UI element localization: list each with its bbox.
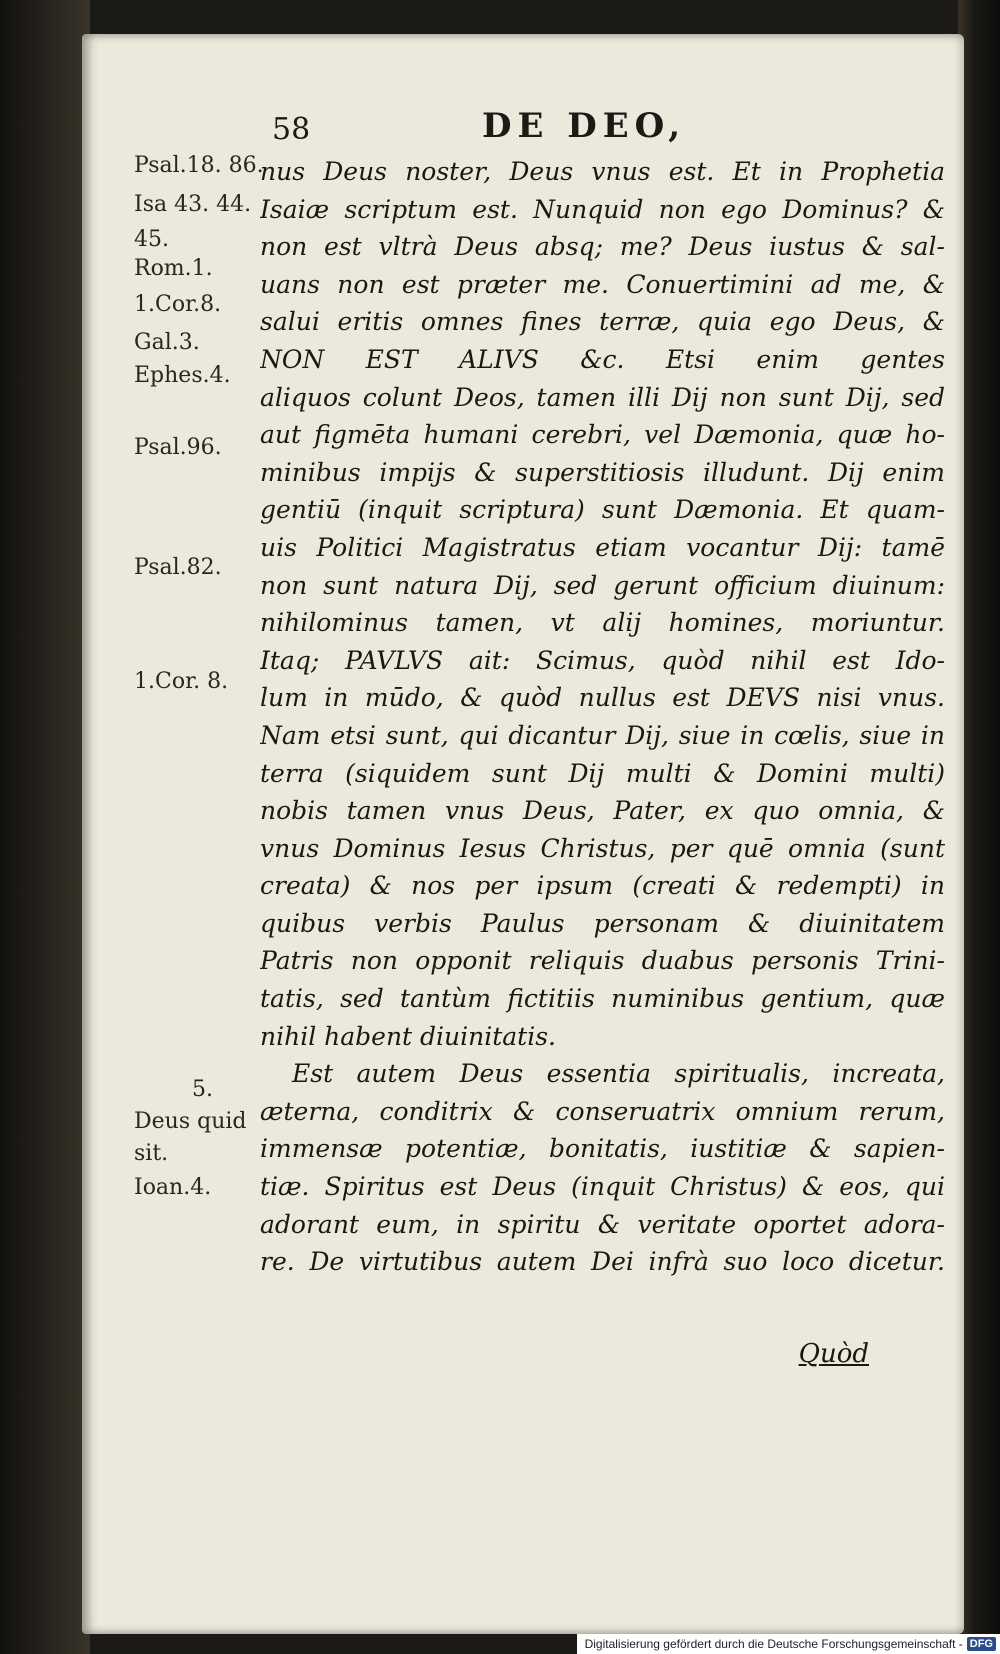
digitization-credit [577, 1634, 1000, 1654]
text-line: aliquos colunt Deos, tamen illi Dij non sunt Dij, sed [260, 382, 945, 412]
margin-note: Ioan.4. [134, 1175, 212, 1200]
margin-note: sit. [134, 1141, 169, 1166]
margin-note: 45. [134, 227, 169, 252]
credit-text: Digitalisierung gefördert durch die Deutsche Forschungsgemeinschaft - [584, 1637, 963, 1651]
text-line: creata) & nos per ipsum (creati & redempti) in [260, 871, 945, 901]
text-line: quibus verbis Paulus personam & diuinitatem [260, 908, 945, 938]
text-line: tiæ. Spiritus est Deus (inquit Christus) & eos, qui [260, 1172, 945, 1202]
text-line: Isaiæ scriptum est. Nunquid non ego Dominus? & [260, 194, 945, 224]
margin-note: Rom.1. [134, 256, 213, 281]
text-line: Est autem Deus essentia spiritualis, increata, [292, 1059, 945, 1089]
margin-note: 5. [192, 1077, 213, 1102]
margin-note: Deus quid [134, 1109, 247, 1134]
book-page [82, 34, 964, 1634]
text-line: NON EST ALIVS &c. Etsi enim gentes [260, 344, 945, 374]
main-text-block [260, 153, 945, 1281]
text-line: re. De virtutibus autem Dei infrà suo loco dicetur. [260, 1247, 945, 1277]
text-line: Nam etsi sunt, qui dicantur Dij, siue in cœlis, siue in [260, 720, 945, 750]
left-book-edge [0, 0, 90, 1654]
text-line: minibus impijs & superstitiosis illudunt. Dij enim [260, 457, 945, 487]
text-line: æterna, conditrix & conseruatrix omnium rerum, [260, 1096, 945, 1126]
text-line: immensæ potentiæ, bonitatis, iustitiæ & sapien- [260, 1134, 945, 1164]
text-line: tatis, sed tantùm fictitiis numinibus gentium, quæ [260, 984, 945, 1014]
text-line: nus Deus noster, Deus vnus est. Et in Prophetia [260, 157, 945, 186]
right-book-edge [958, 0, 1000, 1654]
text-line: lum in mūdo, & quòd nullus est DEVS nisi vnus. [260, 683, 945, 713]
margin-note: Gal.3. [134, 330, 200, 355]
text-line: uis Politici Magistratus etiam vocantur Dij: tamē [260, 532, 945, 562]
text-line: vnus Dominus Iesus Christus, per quē omnia (sunt [260, 833, 945, 863]
margin-note: 1.Cor. 8. [134, 669, 229, 694]
text-line: nihil habent diuinitatis. [260, 1021, 556, 1051]
text-line: Patris non opponit reliquis duabus personis Trini- [260, 946, 945, 976]
text-line: adorant eum, in spiritu & veritate oportet adora- [260, 1209, 945, 1239]
margin-note: Ephes.4. [134, 363, 231, 388]
margin-note: 1.Cor.8. [134, 292, 222, 317]
text-line: Itaq; PAVLVS ait: Scimus, quòd nihil est Ido- [260, 645, 945, 675]
text-line: gentiū (inquit scriptura) sunt Dæmonia. Et quam- [260, 495, 945, 525]
text-line: uans non est præter me. Conuertimini ad me, & [260, 269, 945, 299]
dfg-logo: DFG [967, 1637, 996, 1651]
page-number: 58 [272, 112, 311, 147]
margin-note: Psal.18. 86. [134, 153, 264, 178]
running-head: DE DEO, [482, 106, 687, 146]
text-line: terra (siquidem sunt Dij multi & Domini multi) [260, 758, 945, 788]
margin-note: Psal.82. [134, 555, 222, 580]
margin-note: Psal.96. [134, 435, 222, 460]
margin-note: Isa 43. 44. [134, 192, 252, 217]
text-line: salui eritis omnes fines terræ, quia ego Deus, & [260, 307, 945, 337]
text-line: non est vltrà Deus absq; me? Deus iustus & sal- [260, 232, 945, 262]
text-line: nihilominus tamen, vt alij homines, moriuntur. [260, 608, 945, 638]
text-line: nobis tamen vnus Deus, Pater, ex quo omnia, & [260, 796, 945, 826]
text-line: non sunt natura Dij, sed gerunt officium diuinum: [260, 570, 945, 600]
text-line: aut figmēta humani cerebri, vel Dæmonia, quæ ho- [260, 420, 945, 450]
catchword: Quòd [798, 1339, 869, 1369]
